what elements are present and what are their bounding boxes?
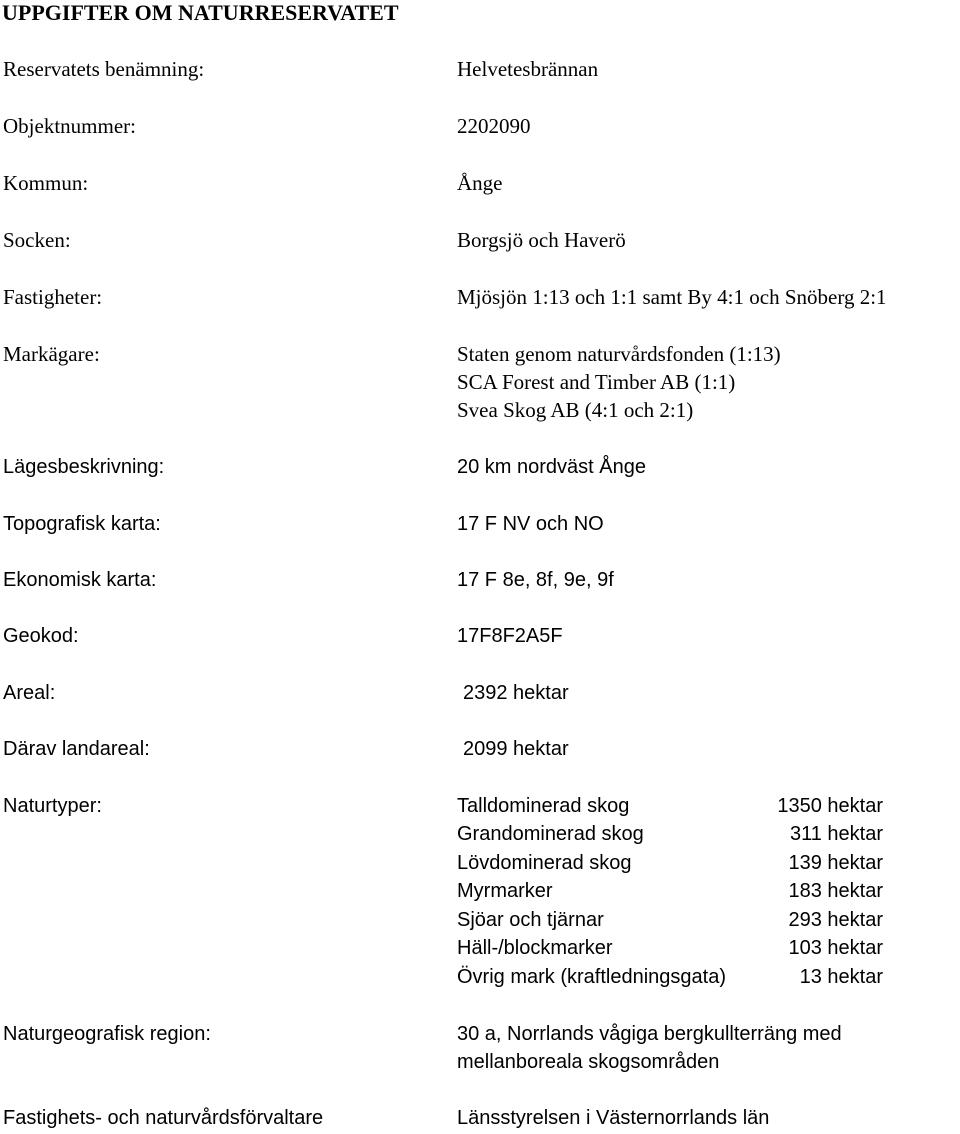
region-line: 30 a, Norrlands vågiga bergkullterräng med xyxy=(457,1023,842,1045)
nature-types-label: Naturtyper: xyxy=(3,795,102,817)
nature-type-name: Häll-/blockmarker xyxy=(457,937,613,959)
municipality-label: Kommun: xyxy=(3,171,89,195)
object-number-label: Objektnummer: xyxy=(3,114,136,138)
manager-label: Fastighets- och naturvårdsförvaltare xyxy=(3,1107,324,1129)
landowner-line: Staten genom naturvårdsfonden (1:13) xyxy=(457,342,781,366)
parish-label: Socken: xyxy=(3,228,71,252)
location-label: Lägesbeskrivning: xyxy=(3,456,165,478)
region-line: mellanboreala skogsområden xyxy=(457,1051,720,1073)
location-value: 20 km nordväst Ånge xyxy=(457,456,646,478)
municipality-value: Ånge xyxy=(457,171,503,195)
properties-value: Mjösjön 1:13 och 1:1 samt By 4:1 och Snöberg 2:1 xyxy=(457,285,887,309)
area-label: Areal: xyxy=(3,682,56,704)
land-area-value: 2099 hektar xyxy=(463,738,569,760)
landowners-label: Markägare: xyxy=(3,342,100,366)
area-value: 2392 hektar xyxy=(463,682,569,704)
nature-type-area: 103 hektar xyxy=(788,937,883,959)
land-area-label: Därav landareal: xyxy=(3,738,150,760)
parish-value: Borgsjö och Haverö xyxy=(457,228,626,252)
properties-label: Fastigheter: xyxy=(3,285,103,309)
nature-type-name: Grandominerad skog xyxy=(457,823,644,845)
nature-type-area: 1350 hektar xyxy=(777,795,883,817)
nature-type-area: 13 hektar xyxy=(799,966,883,988)
nature-type-name: Myrmarker xyxy=(457,880,553,902)
nature-type-name: Sjöar och tjärnar xyxy=(457,909,604,931)
nature-type-name: Lövdominerad skog xyxy=(457,852,632,874)
geocode-value: 17F8F2A5F xyxy=(457,625,563,647)
document-title: UPPGIFTER OM NATURRESERVATET xyxy=(2,0,399,25)
region-label: Naturgeografisk region: xyxy=(3,1023,211,1045)
topographic-map-value: 17 F NV och NO xyxy=(457,513,604,535)
landowner-line: Svea Skog AB (4:1 och 2:1) xyxy=(457,398,694,422)
geocode-label: Geokod: xyxy=(3,625,79,647)
name-label: Reservatets benämning: xyxy=(3,57,205,81)
nature-type-area: 293 hektar xyxy=(788,909,883,931)
nature-type-name: Övrig mark (kraftledningsgata) xyxy=(457,966,726,988)
economic-map-value: 17 F 8e, 8f, 9e, 9f xyxy=(457,569,614,591)
nature-type-area: 311 hektar xyxy=(789,823,883,845)
economic-map-label: Ekonomisk karta: xyxy=(3,569,157,591)
topographic-map-label: Topografisk karta: xyxy=(3,513,161,535)
name-value: Helvetesbrännan xyxy=(457,57,599,81)
nature-type-name: Talldominerad skog xyxy=(457,795,630,817)
manager-value: Länsstyrelsen i Västernorrlands län xyxy=(457,1107,770,1129)
nature-type-area: 183 hektar xyxy=(788,880,883,902)
landowner-line: SCA Forest and Timber AB (1:1) xyxy=(457,370,736,394)
object-number-value: 2202090 xyxy=(457,114,531,138)
nature-type-area: 139 hektar xyxy=(788,852,883,874)
